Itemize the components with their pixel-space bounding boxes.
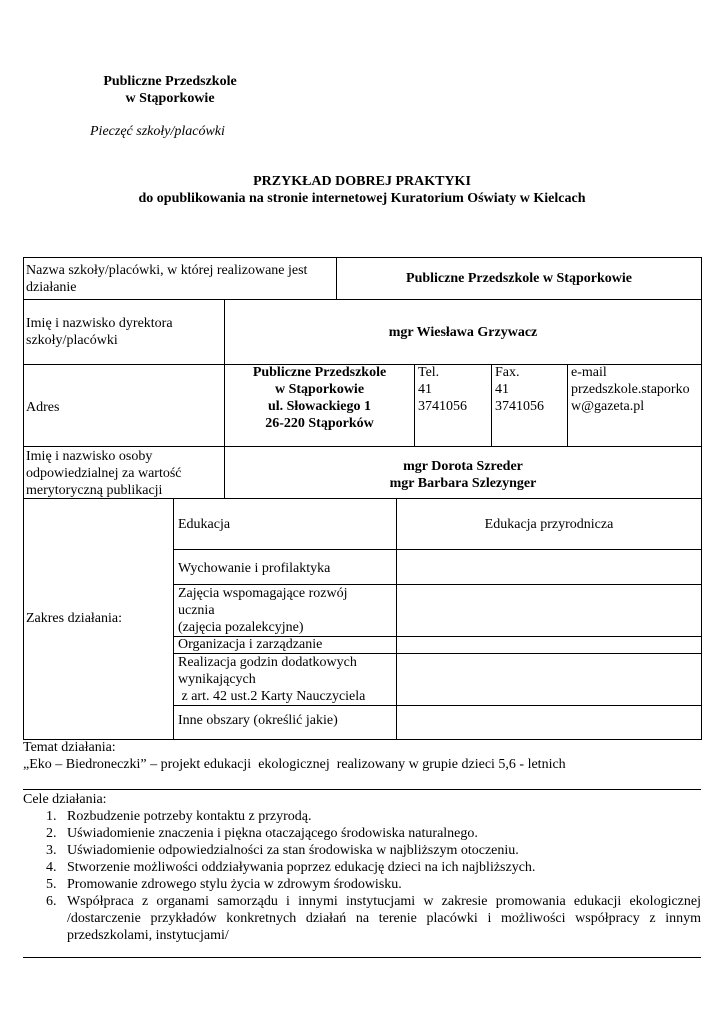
fax-line: Fax. [495, 365, 520, 380]
scope-row-label-line: Realizacja godzin dodatkowych [178, 655, 357, 670]
tel-value [418, 364, 490, 415]
goal-text: Współpraca z organami samorządu i innymi instytucjami w zakresie promowania edukacji ekologicznej /dostarczenie przykładów konkretnych działań na terenie placówki i możliwości współpracy z innym przedszkolami, instytucjami/ [67, 894, 701, 943]
title-line1: PRZYKŁAD DOBREJ PRAKTYKI [253, 174, 471, 189]
address-label: Adres [26, 400, 60, 415]
school-name-label-line1: Nazwa szkoły/placówki, w której realizowane jest [26, 263, 308, 278]
topic-value: „Eko – Biedroneczki” – projekt edukacji ekologicznej realizowany w grupie dzieci 5,6 - letnich [23, 757, 566, 772]
scope-label: Zakres działania: [26, 611, 123, 626]
scope-row-label-line: ucznia [178, 603, 215, 618]
goals-list [23, 808, 701, 944]
goal-number: 4. [46, 860, 57, 875]
goal-number: 5. [46, 877, 57, 892]
director-label-line2: szkoły/placówki [26, 333, 118, 348]
stamp-label: Pieczęć szkoły/placówki [90, 124, 225, 139]
email-line: w@gazeta.pl [571, 399, 645, 414]
goal-text: Uświadomienie odpowiedzialności za stan środowiska w najbliższym otoczeniu. [67, 843, 519, 858]
goal-text: Rozbudzenie potrzeby kontaktu z przyrodą. [67, 809, 312, 824]
school-name-header [60, 73, 280, 107]
goal-item [23, 842, 701, 859]
goals-label: Cele działania: [23, 792, 107, 807]
director-value: mgr Wiesława Grzywacz [388, 325, 538, 340]
responsible-value-line1: mgr Dorota Szreder [403, 459, 523, 474]
title-line2: do opublikowania na stronie internetowej Kuratorium Oświaty w Kielcach [138, 191, 586, 206]
scope-row-label-line: z art. 42 ust.2 Karty Nauczyciela [178, 689, 366, 704]
email-line: e-mail [571, 365, 607, 380]
director-label [26, 315, 222, 349]
topic-label: Temat działania: [23, 740, 116, 755]
responsible-value [225, 458, 701, 492]
goals-section [23, 791, 701, 944]
scope-row-label [178, 654, 394, 705]
goal-item [23, 893, 701, 944]
director-label-line1: Imię i nazwisko dyrektora [26, 316, 173, 331]
school-name-label [26, 262, 334, 296]
responsible-label-line2: odpowiedzialnej za wartość [26, 466, 182, 481]
responsible-value-line2: mgr Barbara Szlezynger [389, 476, 537, 491]
address-line: w Stąporkowie [274, 382, 365, 397]
goal-text: Promowanie zdrowego stylu życia w zdrowym środowisku. [67, 877, 402, 892]
scope-row-label: Wychowanie i profilaktyka [178, 561, 331, 576]
school-name-label-line2: działanie [26, 280, 77, 295]
goal-item [23, 808, 701, 825]
tel-line: Tel. [418, 365, 440, 380]
address-line: Publiczne Przedszkole [252, 365, 387, 380]
email-value [571, 364, 701, 415]
tel-line: 3741056 [418, 399, 467, 414]
responsible-label-line3: merytoryczną publikacji [26, 483, 163, 498]
document-title [0, 173, 724, 207]
goal-number: 2. [46, 826, 57, 841]
scope-row-label: Edukacja [178, 517, 231, 532]
scope-row-label-line: wynikających [178, 672, 256, 687]
goal-number: 1. [46, 809, 57, 824]
goal-item [23, 876, 701, 893]
scope-row-label: Inne obszary (określić jakie) [178, 713, 338, 728]
scope-row-label: Organizacja i zarządzanie [178, 637, 323, 652]
address-value [225, 364, 414, 432]
scope-row-label-line: Zajęcia wspomagające rozwój [178, 586, 348, 601]
scope-row-label-line: (zajęcia pozalekcyjne) [178, 620, 304, 635]
goal-text: Uświadomienie znaczenia i piękna otaczającego środowiska naturalnego. [67, 826, 478, 841]
goal-number: 3. [46, 843, 57, 858]
address-line: 26-220 Stąporków [265, 416, 374, 431]
email-line: przedszkole.staporko [571, 382, 690, 397]
goal-number: 6. [46, 894, 57, 909]
topic-section [23, 739, 701, 773]
responsible-label [26, 448, 222, 499]
school-name-value: Publiczne Przedszkole w Stąporkowie [406, 271, 632, 286]
scope-row-label [178, 585, 394, 636]
school-name-line1: Publiczne Przedszkole [103, 74, 237, 89]
goal-text: Stworzenie możliwości oddziaływania poprzez edukację dzieci na ich najbliższych. [67, 860, 536, 875]
scope-row-value: Edukacja przyrodnicza [484, 517, 614, 532]
fax-value [495, 364, 567, 415]
school-name-line2: w Stąporkowie [125, 91, 215, 106]
address-line: ul. Słowackiego 1 [267, 399, 372, 414]
goal-item [23, 825, 701, 842]
tel-line: 41 [418, 382, 432, 397]
responsible-label-line1: Imię i nazwisko osoby [26, 449, 153, 464]
fax-line: 41 [495, 382, 509, 397]
goal-item [23, 859, 701, 876]
fax-line: 3741056 [495, 399, 544, 414]
